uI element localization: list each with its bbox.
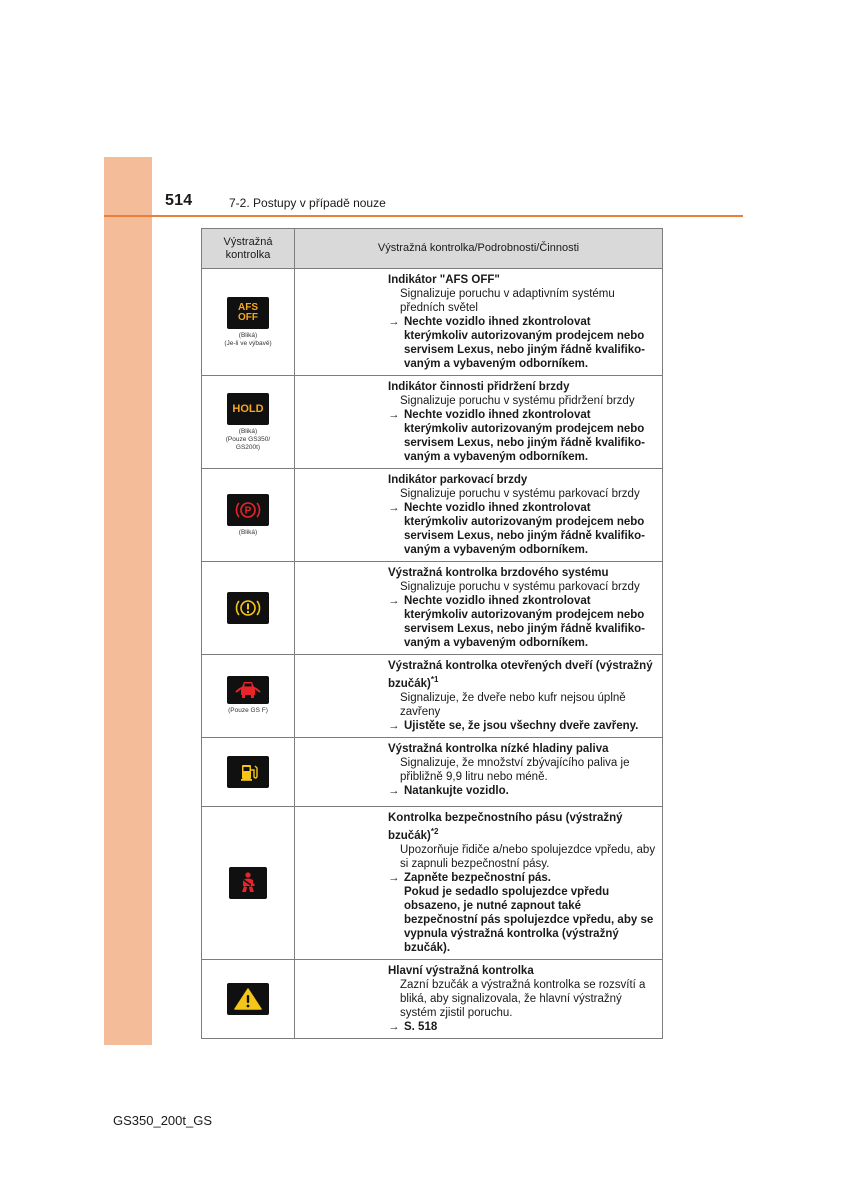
hold-icon [227, 393, 269, 425]
low-fuel-icon [227, 756, 269, 788]
note-line: (Pouze GS350/ [225, 435, 271, 443]
section-title: 7-2. Postupy v případě nouze [229, 196, 386, 210]
desc-cell [295, 655, 663, 738]
note-line: (Bliká) [238, 528, 258, 536]
parking-brake-icon [227, 494, 269, 526]
row-title [388, 811, 656, 843]
icon-note [202, 707, 294, 715]
icon-cell [202, 269, 295, 376]
note-line: GS200t) [235, 443, 261, 451]
arrow-icon: → [388, 502, 400, 514]
arrow-icon: → [388, 409, 400, 421]
table-header-row [202, 229, 663, 269]
col-header-icon: Výstražná kontrolka [202, 229, 295, 269]
desc-cell [295, 806, 663, 959]
table-row [202, 376, 663, 469]
icon-cell [202, 562, 295, 655]
afs-off-icon [227, 297, 269, 329]
row-detail: Signalizuje poruchu v adaptivním systému předních světel [400, 288, 615, 314]
icon-cell [202, 376, 295, 469]
icon-cell [202, 959, 295, 1038]
arrow-icon: → [388, 1020, 400, 1033]
table-row [202, 269, 663, 376]
row-action [388, 408, 656, 464]
header-divider [104, 215, 743, 217]
hold-label: HOLD [232, 402, 264, 415]
title-text: Kontrolka bezpečnostního pásu (výstražný bzučák) [388, 811, 623, 842]
icon-cell [202, 806, 295, 959]
note-line: (Bliká) [238, 331, 258, 339]
row-title: Indikátor parkovací brzdy [388, 474, 528, 486]
row-detail: Signalizuje poruchu v systému parkovací brzdy [400, 488, 640, 500]
table-row [202, 562, 663, 655]
title-text: Výstražná kontrolka otevřených dveří (výstražný bzučák) [388, 660, 653, 690]
note-line: (Pouze GS F) [228, 707, 268, 715]
note-line: (Bliká) [238, 427, 258, 435]
row-detail: Signalizuje, že množství zbývajícího paliva je přibližně 9,9 litru nebo méně. [400, 756, 630, 783]
action-text: Nechte vozidlo ihned zkontrolovat kterýmkoliv autorizovaným prodejcem nebo servisem Lexus, nebo jiným řádně kvalifikovaným a vybaveným odborníkem. [404, 595, 645, 649]
row-action [388, 315, 656, 371]
row-title: Indikátor činnosti přidržení brzdy [388, 381, 570, 393]
table-row [202, 737, 663, 806]
row-action [388, 1020, 656, 1034]
col-header-desc: Výstražná kontrolka/Podrobnosti/Činnosti [295, 229, 663, 269]
action-text: Natankujte vozidlo. [404, 784, 509, 797]
row-title: Výstražná kontrolka nízké hladiny paliva [388, 742, 609, 755]
table-row [202, 655, 663, 738]
action-text: Nechte vozidlo ihned zkontrolovat kterýmkoliv autorizovaným prodejcem nebo servisem Lexus, nebo jiným řádně kvalifikovaným a vybaveným odborníkem. [404, 409, 645, 463]
action-text: S. 518 [404, 1020, 438, 1033]
action-text: Zapněte bezpečnostní pás. [404, 871, 551, 884]
action-text: Nechte vozidlo ihned zkontrolovat kterýmkoliv autorizovaným prodejcem nebo servisem Lexus, nebo jiným řádně kvalifikovaným a vybaveným odborníkem. [404, 502, 645, 556]
arrow-icon: → [388, 316, 400, 328]
chapter-tab [104, 157, 152, 1045]
desc-cell [295, 562, 663, 655]
table-row [202, 469, 663, 562]
row-action [388, 784, 656, 798]
row-detail: Signalizuje poruchu v systému parkovací brzdy [400, 581, 640, 593]
desc-cell [295, 959, 663, 1038]
row-detail: Signalizuje, že dveře nebo kufr nejsou úplně zavřeny [400, 691, 626, 718]
table-row [202, 806, 663, 959]
row-action [388, 871, 656, 885]
table-row [202, 959, 663, 1038]
page-number: 514 [165, 192, 193, 209]
desc-cell [295, 376, 663, 469]
model-code: GS350_200t_GS [113, 1113, 213, 1128]
icon-cell [202, 655, 295, 738]
row-title: Výstražná kontrolka brzdového systému [388, 567, 609, 579]
seatbelt-icon [229, 867, 267, 899]
note-line: (Je-li ve výbavě) [224, 339, 272, 347]
arrow-icon: → [388, 871, 400, 884]
row-action-extra: Pokud je sedadlo spolujezdce vpředu obsazeno, je nutné zapnout také bezpečnostní pás spolujezdce vpředu, aby se vypnula výstražná kontrolka (výstražný bzučák). [404, 885, 654, 954]
row-action [388, 719, 656, 733]
row-title [388, 659, 656, 691]
row-detail: Signalizuje poruchu v systému přidržení brzdy [400, 395, 635, 407]
icon-cell [202, 737, 295, 806]
svg-text:P: P [244, 505, 252, 516]
footnote-marker: *2 [430, 826, 439, 836]
desc-cell [295, 469, 663, 562]
row-detail: Zazní bzučák a výstražná kontrolka se rozsvítí a bliká, aby signalizovala, že hlavní výstražný systém zjistil poruchu. [400, 978, 646, 1019]
desc-cell [295, 737, 663, 806]
arrow-icon: → [388, 784, 400, 797]
desc-cell [295, 269, 663, 376]
arrow-icon: → [388, 719, 400, 732]
brake-system-icon [227, 592, 269, 624]
off-label: OFF [238, 311, 258, 323]
icon-note [202, 428, 294, 452]
footnote-marker: *1 [430, 675, 439, 684]
row-action [388, 501, 656, 557]
row-title: Hlavní výstražná kontrolka [388, 964, 534, 977]
icon-cell [202, 469, 295, 562]
warning-lights-table [201, 228, 663, 1039]
master-warning-icon [227, 983, 269, 1015]
action-text: Ujistěte se, že jsou všechny dveře zavřeny. [404, 719, 639, 732]
arrow-icon: → [388, 595, 400, 607]
icon-note [202, 529, 294, 537]
icon-note [202, 332, 294, 348]
action-text: Nechte vozidlo ihned zkontrolovat kterýmkoliv autorizovaným prodejcem nebo servisem Lexus, nebo jiným řádně kvalifikovaným a vybaveným odborníkem. [404, 316, 645, 370]
afs-label: AFS [238, 301, 258, 313]
door-open-icon [227, 676, 269, 704]
row-detail: Upozorňuje řidiče a/nebo spolujezdce vpředu, aby si zapnuli bezpečnostní pásy. [400, 843, 656, 870]
row-action [388, 594, 656, 650]
row-title: Indikátor "AFS OFF" [388, 274, 500, 286]
